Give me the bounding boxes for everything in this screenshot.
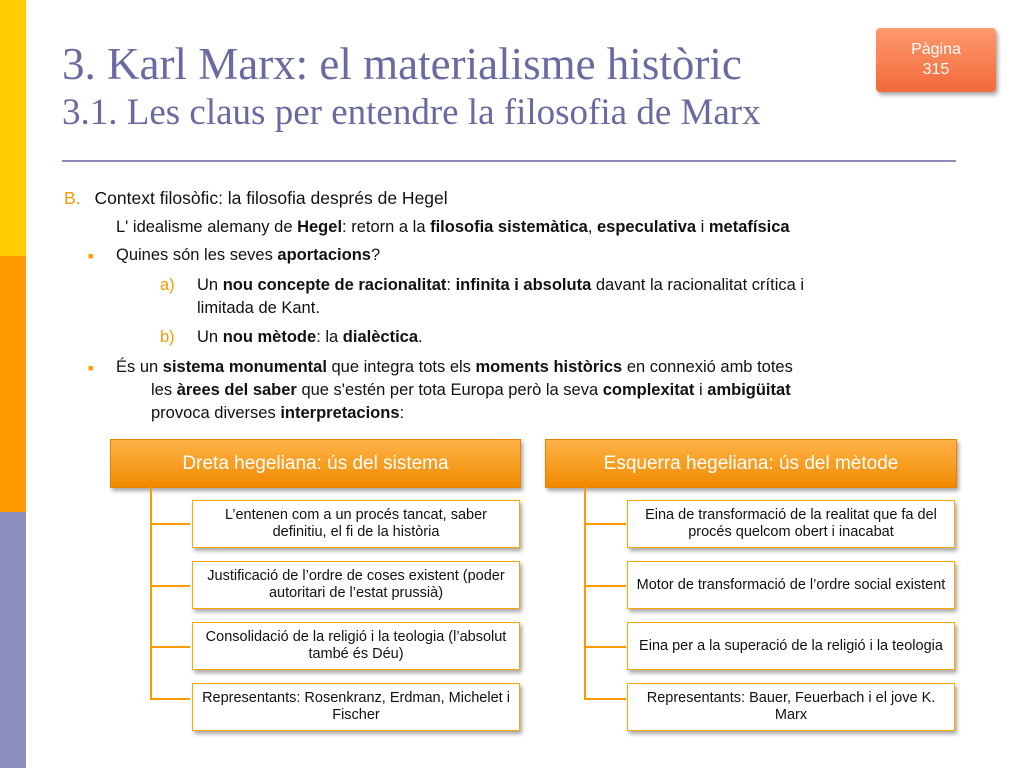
left-bar-purple bbox=[0, 512, 26, 768]
right-item: Representants: Bauer, Feuerbach i el jove K. Marx bbox=[627, 683, 955, 731]
item-b-marker: b) bbox=[160, 328, 175, 346]
idealism-bold: metafísica bbox=[708, 218, 790, 236]
system-text: És un bbox=[116, 358, 163, 376]
question-text: Quines són les seves bbox=[116, 246, 278, 264]
left-connector bbox=[150, 646, 190, 648]
square-bullet-icon: ■ bbox=[88, 251, 94, 261]
question-text: ? bbox=[370, 246, 381, 264]
page-badge-label: Pàgina bbox=[911, 41, 961, 58]
left-connector bbox=[150, 585, 190, 587]
right-hegelians-header: Dreta hegeliana: ús del sistema bbox=[110, 439, 521, 488]
system-bold: sistema monumental bbox=[162, 358, 327, 376]
system-text: que s'estén per tota Europa però la seva bbox=[296, 381, 603, 399]
system-text: les bbox=[151, 381, 177, 399]
system-text: en connexió amb totes bbox=[622, 358, 793, 376]
item-b-part: . bbox=[418, 328, 423, 346]
item-b-part: Un bbox=[197, 328, 223, 346]
item-b-part: : la bbox=[316, 328, 343, 346]
left-item: Justificació de l’ordre de coses existent (poder autoritari de l’estat prussià) bbox=[192, 561, 520, 609]
idealism-text: L' idealisme alemany de bbox=[116, 218, 298, 236]
page-badge-number: 315 bbox=[922, 61, 950, 78]
system-text: provoca diverses bbox=[151, 404, 281, 422]
item-a-marker: a) bbox=[160, 276, 175, 294]
right-connector bbox=[584, 523, 626, 525]
idealism-line bbox=[116, 218, 790, 237]
system-bold: moments històrics bbox=[475, 358, 623, 376]
section-marker: B. bbox=[64, 188, 81, 208]
left-bar-yellow bbox=[0, 0, 26, 256]
question-line bbox=[88, 246, 381, 265]
left-hegelians-header: Esquerra hegeliana: ús del mètode bbox=[545, 439, 957, 488]
left-item: Representants: Rosenkranz, Erdman, Michelet i Fischer bbox=[192, 683, 520, 731]
title-divider bbox=[62, 160, 956, 162]
left-bar-orange bbox=[0, 256, 26, 512]
idealism-text: : retorn a la bbox=[342, 218, 431, 236]
system-text: i bbox=[694, 381, 708, 399]
item-a-bold: nou concepte de racionalitat bbox=[222, 276, 447, 294]
item-a-bold: infinita i absoluta bbox=[455, 276, 592, 294]
title-line-2: 3.1. Les claus per entendre la filosofia de Marx bbox=[62, 91, 761, 133]
idealism-bold: filosofia sistemàtica bbox=[430, 218, 588, 236]
system-bold: interpretacions bbox=[280, 404, 400, 422]
slide-title bbox=[62, 40, 882, 133]
item-a-part: Un bbox=[197, 276, 223, 294]
right-connector bbox=[584, 585, 626, 587]
system-text: que integra tots els bbox=[326, 358, 476, 376]
idealism-text: i bbox=[696, 218, 709, 236]
left-connector bbox=[150, 698, 190, 700]
system-bold: àrees del saber bbox=[176, 381, 297, 399]
item-a-part: davant la racionalitat crítica i bbox=[591, 276, 805, 294]
system-line-3 bbox=[151, 404, 404, 423]
section-heading-text: Context filosòfic: la filosofia després de Hegel bbox=[94, 188, 448, 208]
idealism-bold: especulativa bbox=[596, 218, 697, 236]
right-connector bbox=[584, 698, 626, 700]
left-item: Consolidació de la religió i la teologia (l’absolut també és Déu) bbox=[192, 622, 520, 670]
section-heading bbox=[64, 188, 448, 209]
item-a-text bbox=[197, 276, 804, 295]
right-item: Eina de transformació de la realitat que fa del procés quelcom obert i inacabat bbox=[627, 500, 955, 548]
right-connector-vertical bbox=[584, 487, 586, 699]
left-item: L’entenen com a un procés tancat, saber definitiu, el fi de la història bbox=[192, 500, 520, 548]
item-b-text bbox=[197, 328, 423, 347]
item-a-part: : bbox=[446, 276, 456, 294]
item-a-line-2: limitada de Kant. bbox=[197, 299, 320, 317]
title-line-1: 3. Karl Marx: el materialisme històric bbox=[62, 39, 742, 89]
system-line-1 bbox=[88, 358, 793, 377]
right-connector bbox=[584, 646, 626, 648]
system-bold: ambigüitat bbox=[707, 381, 791, 399]
square-bullet-icon: ■ bbox=[88, 363, 94, 373]
left-connector bbox=[150, 523, 190, 525]
system-line-2 bbox=[151, 381, 791, 400]
system-text: : bbox=[399, 404, 405, 422]
item-b-bold: nou mètode bbox=[222, 328, 317, 346]
item-b-bold: dialèctica bbox=[342, 328, 419, 346]
question-bold: aportacions bbox=[277, 246, 371, 264]
right-item: Motor de transformació de l’ordre social existent bbox=[627, 561, 955, 609]
idealism-text: , bbox=[587, 218, 597, 236]
idealism-bold-hegel: Hegel bbox=[297, 218, 343, 236]
right-item: Eina per a la superació de la religió i la teologia bbox=[627, 622, 955, 670]
system-bold: complexitat bbox=[602, 381, 695, 399]
page-badge bbox=[876, 28, 996, 92]
left-connector-vertical bbox=[150, 487, 152, 699]
